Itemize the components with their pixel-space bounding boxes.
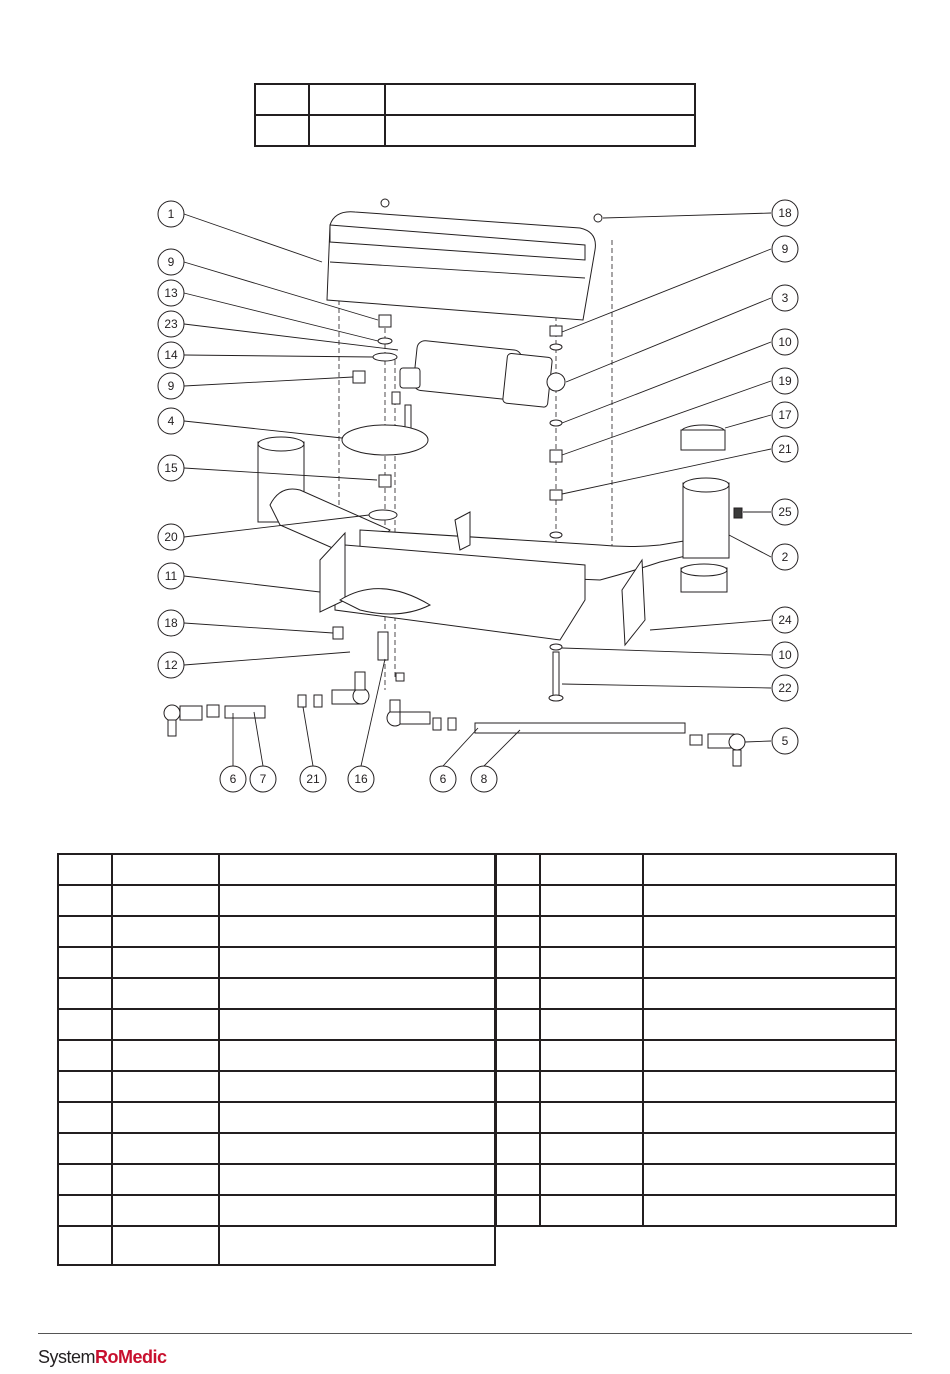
table-row — [496, 1195, 896, 1226]
table-row — [58, 885, 495, 916]
callout-bubble — [250, 766, 276, 792]
svg-text:9: 9 — [781, 242, 789, 256]
table-row — [496, 885, 896, 916]
callout-bubble — [471, 766, 497, 792]
parts-table-right — [495, 853, 897, 1227]
callout-bubble — [158, 455, 184, 481]
svg-text:17: 17 — [778, 408, 792, 422]
table-row — [58, 1009, 495, 1040]
callout-bubble — [158, 610, 184, 636]
callout-bubble — [772, 544, 798, 570]
table-row — [58, 1040, 495, 1071]
table-row — [496, 916, 896, 947]
svg-text:1: 1 — [167, 207, 175, 221]
table-row — [496, 1164, 896, 1195]
svg-text:10: 10 — [778, 335, 792, 349]
table-row — [58, 1071, 495, 1102]
svg-text:20: 20 — [164, 530, 178, 544]
svg-text:6: 6 — [229, 772, 237, 786]
table-row — [496, 1133, 896, 1164]
svg-text:10: 10 — [778, 648, 792, 662]
svg-text:3: 3 — [781, 291, 789, 305]
svg-text:9: 9 — [167, 379, 175, 393]
svg-text:11: 11 — [164, 569, 178, 583]
callout-bubble — [772, 607, 798, 633]
svg-text:14: 14 — [164, 348, 178, 362]
svg-text:19: 19 — [778, 374, 792, 388]
table-row — [58, 947, 495, 978]
actuator-part — [400, 340, 565, 408]
parts-table-left — [57, 853, 496, 1266]
svg-text:9: 9 — [167, 255, 175, 269]
callout-bubble — [772, 675, 798, 701]
callout-bubble — [348, 766, 374, 792]
callout-bubble — [430, 766, 456, 792]
callout-bubble — [772, 642, 798, 668]
footer-divider — [38, 1333, 912, 1334]
brand-name: RoMedic — [95, 1347, 167, 1367]
table-row — [496, 1009, 896, 1040]
svg-text:7: 7 — [259, 772, 267, 786]
callout-bubble — [158, 311, 184, 337]
callout-bubble — [300, 766, 326, 792]
svg-text:4: 4 — [167, 414, 175, 428]
table-row — [58, 1133, 495, 1164]
table-row — [58, 1226, 495, 1265]
cover-part — [327, 199, 602, 320]
table-row — [58, 854, 495, 885]
callout-bubble — [158, 524, 184, 550]
svg-text:8: 8 — [480, 772, 488, 786]
svg-text:6: 6 — [439, 772, 447, 786]
callout-bubble — [158, 201, 184, 227]
table-row — [58, 1195, 495, 1226]
callout-bubble — [772, 329, 798, 355]
svg-text:23: 23 — [164, 317, 178, 331]
table-row — [496, 947, 896, 978]
callout-bubble — [772, 236, 798, 262]
svg-text:22: 22 — [778, 681, 792, 695]
svg-text:2: 2 — [781, 550, 789, 564]
callout-bubble — [158, 373, 184, 399]
svg-text:25: 25 — [778, 505, 792, 519]
callout-bubble — [772, 499, 798, 525]
callout-bubble — [772, 285, 798, 311]
brand-logo — [38, 1347, 167, 1368]
table-row — [496, 854, 896, 885]
callout-bubble — [158, 249, 184, 275]
table-row — [496, 1040, 896, 1071]
svg-text:21: 21 — [778, 442, 792, 456]
svg-text:5: 5 — [781, 734, 789, 748]
table-row — [58, 1102, 495, 1133]
callout-bubble — [158, 652, 184, 678]
callout-bubble — [158, 280, 184, 306]
callout-bubble — [772, 402, 798, 428]
svg-text:18: 18 — [778, 206, 792, 220]
table-row — [496, 1102, 896, 1133]
svg-text:24: 24 — [778, 613, 792, 627]
callout-bubble — [158, 408, 184, 434]
table-row — [58, 916, 495, 947]
callout-bubble — [772, 728, 798, 754]
table-row — [58, 1164, 495, 1195]
callout-bubble — [772, 368, 798, 394]
callout-bubble — [220, 766, 246, 792]
svg-text:18: 18 — [164, 616, 178, 630]
svg-text:15: 15 — [164, 461, 178, 475]
callout-bubble — [772, 436, 798, 462]
svg-text:16: 16 — [354, 772, 368, 786]
table-row — [496, 1071, 896, 1102]
callout-bubble — [158, 342, 184, 368]
callout-bubble — [772, 200, 798, 226]
brand-prefix: System — [38, 1347, 96, 1367]
svg-text:12: 12 — [164, 658, 178, 672]
svg-text:21: 21 — [306, 772, 320, 786]
table-row — [496, 978, 896, 1009]
table-row — [58, 978, 495, 1009]
callout-bubble — [158, 563, 184, 589]
svg-text:13: 13 — [164, 286, 178, 300]
